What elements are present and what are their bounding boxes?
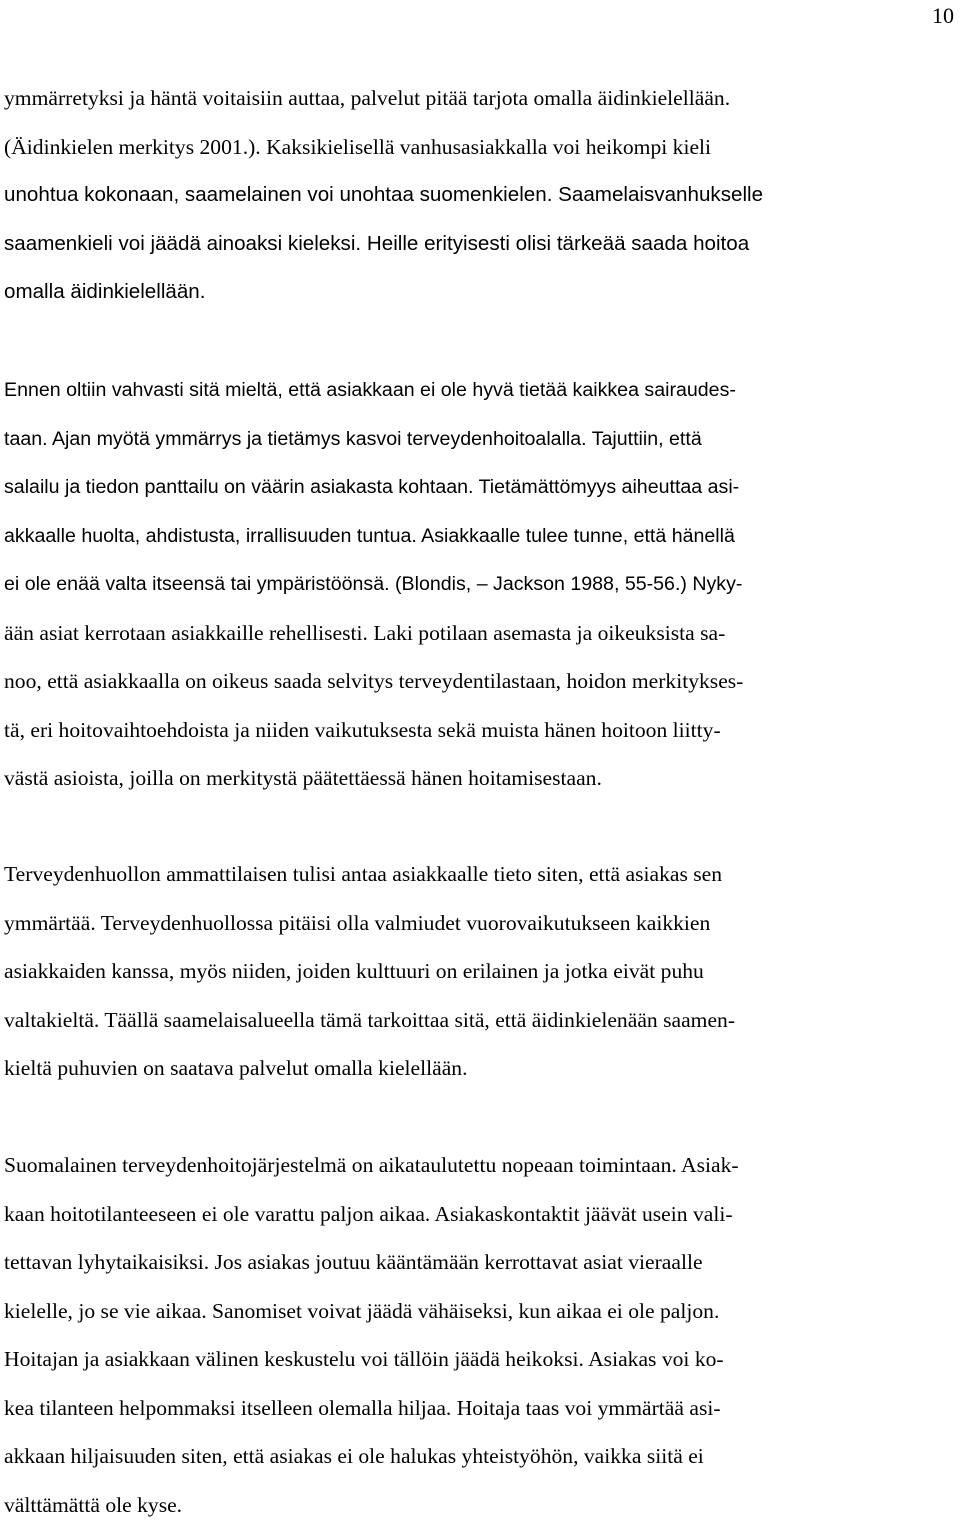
text-line: saamenkieli voi jäädä ainoaksi kieleksi. Heille erityisesti olisi tärkeää saada hoitoa — [4, 220, 960, 269]
paragraph-2 — [4, 366, 960, 803]
text-line: Suomalainen terveydenhoitojärjestelmä on aikataulutettu nopeaan toimintaan. Asiak- — [4, 1141, 960, 1190]
text-line: omalla äidinkielellään. — [4, 268, 960, 317]
text-line: (Äidinkielen merkitys 2001.). Kaksikielisellä vanhusasiakkalla voi heikompi kieli — [4, 123, 960, 172]
text-line: ei ole enää valta itseensä tai ympäristöönsä. (Blondis, – Jackson 1988, 55-56.) Nyky- — [4, 560, 960, 609]
text-line: Hoitajan ja asiakkaan välinen keskustelu voi tällöin jäädä heikoksi. Asiakas voi ko- — [4, 1335, 960, 1384]
text-line: kielelle, jo se vie aikaa. Sanomiset voivat jäädä vähäiseksi, kun aikaa ei ole paljon. — [4, 1287, 960, 1336]
text-line: västä asioista, joilla on merkitystä päätettäessä hänen hoitamisestaan. — [4, 754, 960, 803]
text-line: kea tilanteen helpommaksi itselleen olemalla hiljaa. Hoitaja taas voi ymmärtää asi- — [4, 1384, 960, 1433]
text-line: valtakieltä. Täällä saamelaisalueella tämä tarkoittaa sitä, että äidinkielenään saamen- — [4, 996, 960, 1045]
text-line: ään asiat kerrotaan asiakkaille rehellisesti. Laki potilaan asemasta ja oikeuksista sa- — [4, 609, 960, 658]
text-line: asiakkaiden kanssa, myös niiden, joiden kulttuuri on erilainen ja jotka eivät puhu — [4, 947, 960, 996]
text-line: unohtua kokonaan, saamelainen voi unohtaa suomenkielen. Saamelaisvanhukselle — [4, 171, 960, 220]
text-line: kieltä puhuvien on saatava palvelut omalla kielellään. — [4, 1044, 960, 1093]
text-line: ymmärtää. Terveydenhuollossa pitäisi olla valmiudet vuorovaikutukseen kaikkien — [4, 899, 960, 948]
text-line: salailu ja tiedon panttailu on väärin asiakasta kohtaan. Tietämättömyys aiheuttaa asi- — [4, 463, 960, 512]
text-line: Ennen oltiin vahvasti sitä mieltä, että asiakkaan ei ole hyvä tietää kaikkea sairaudes- — [4, 366, 960, 415]
text-line: ymmärretyksi ja häntä voitaisiin auttaa, palvelut pitää tarjota omalla äidinkielellään. — [4, 74, 960, 123]
text-line: tettavan lyhytaikaisiksi. Jos asiakas joutuu kääntämään kerrottavat asiat vieraalle — [4, 1238, 960, 1287]
text-line: akkaan hiljaisuuden siten, että asiakas ei ole halukas yhteistyöhön, vaikka siitä ei — [4, 1432, 960, 1481]
paragraph-4 — [4, 1141, 960, 1529]
paragraph-1 — [4, 74, 960, 317]
text-line: noo, että asiakkaalla on oikeus saada selvitys terveydentilastaan, hoidon merkitykses- — [4, 657, 960, 706]
paragraph-3 — [4, 850, 960, 1093]
text-line: välttämättä ole kyse. — [4, 1481, 960, 1529]
text-line: Terveydenhuollon ammattilaisen tulisi antaa asiakkaalle tieto siten, että asiakas sen — [4, 850, 960, 899]
text-line: kaan hoitotilanteeseen ei ole varattu paljon aikaa. Asiakaskontaktit jäävät usein vali- — [4, 1190, 960, 1239]
text-line: akkaalle huolta, ahdistusta, irrallisuuden tuntua. Asiakkaalle tulee tunne, että hänellä — [4, 512, 960, 561]
text-line: taan. Ajan myötä ymmärrys ja tietämys kasvoi terveydenhoitoalalla. Tajuttiin, että — [4, 415, 960, 464]
page-number: 10 — [932, 2, 954, 30]
text-line: tä, eri hoitovaihtoehdoista ja niiden vaikutuksesta sekä muista hänen hoitoon liitty- — [4, 706, 960, 755]
